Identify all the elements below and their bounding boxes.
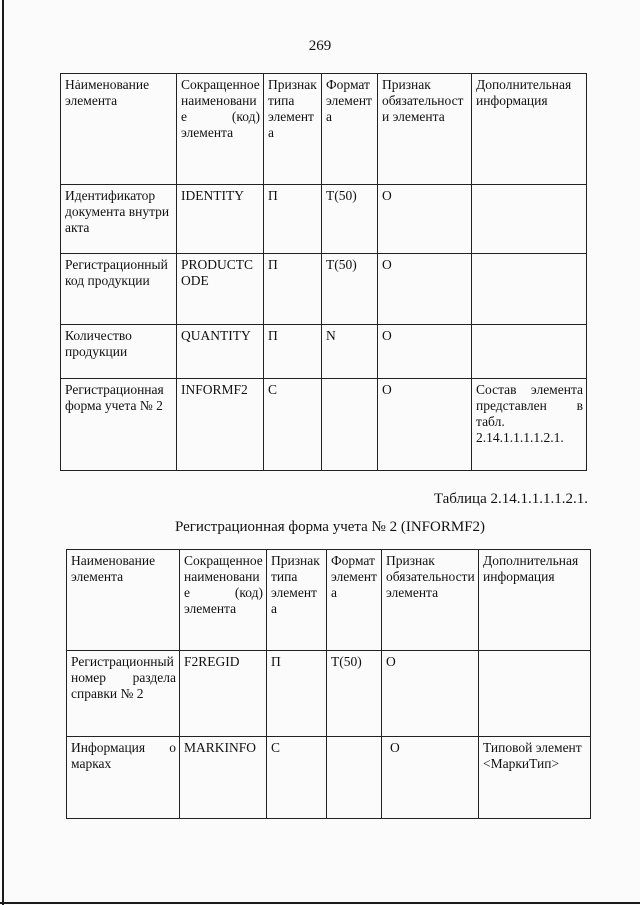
cell-code: MARKINFO	[180, 737, 267, 819]
cell-format	[327, 737, 382, 819]
cell-name: Количество продукции	[61, 325, 177, 379]
cell-format: T(50)	[322, 254, 378, 325]
cell-type: П	[264, 254, 322, 325]
scan-bottom-edge	[0, 902, 640, 904]
cell-format: T(50)	[322, 185, 378, 254]
cell-type: П	[264, 325, 322, 379]
header-required: Признак обязательности элемента	[378, 74, 472, 185]
cell-required: О	[382, 737, 479, 819]
cell-code: F2REGID	[180, 651, 267, 737]
table-header-row	[67, 550, 591, 651]
cell-code: QUANTITY	[177, 325, 264, 379]
cell-required: О	[378, 254, 472, 325]
cell-format: N	[322, 325, 378, 379]
cell-info	[479, 651, 591, 737]
cell-info	[472, 254, 587, 325]
header-type: Признак типа элемента	[267, 550, 327, 651]
cell-code: PRODUCTCODE	[177, 254, 264, 325]
cell-required: О	[378, 379, 472, 471]
elements-table-2	[66, 549, 591, 819]
table-header-row	[61, 74, 587, 185]
header-format: Формат элемента	[327, 550, 382, 651]
cell-type: П	[267, 651, 327, 737]
table-row	[67, 737, 591, 819]
table-row	[61, 185, 587, 254]
elements-table-1	[60, 73, 587, 471]
cell-info: Состав элемента представлен в табл. 2.14.1.1.1.1.2.1.	[472, 379, 587, 471]
header-type: Признак типа элемента	[264, 74, 322, 185]
cell-name: Идентификатор документа внутри акта	[61, 185, 177, 254]
cell-info: Типовой элемент <МаркиТип>	[479, 737, 591, 819]
cell-format	[322, 379, 378, 471]
header-short-name: Сокращенное наименование (код) элемента	[177, 74, 264, 185]
cell-name: Информация о марках	[67, 737, 180, 819]
header-short-name: Сокращенное наименование (код) элемента	[180, 550, 267, 651]
header-format: Формат элемента	[322, 74, 378, 185]
table-title: Регистрационная форма учета № 2 (INFORMF2)	[174, 519, 486, 535]
scan-left-edge	[2, 0, 4, 905]
table-row	[61, 254, 587, 325]
cell-code: IDENTITY	[177, 185, 264, 254]
table-number: Таблица 2.14.1.1.1.1.2.1.	[433, 491, 588, 507]
table-row	[61, 379, 587, 471]
cell-required: О	[378, 325, 472, 379]
table-row	[61, 325, 587, 379]
table-row	[67, 651, 591, 737]
cell-name: Регистрационная форма учета № 2	[61, 379, 177, 471]
header-additional-info: Дополнительная информация	[472, 74, 587, 185]
cell-name: Регистрационный номер раздела справки № 2	[67, 651, 180, 737]
cell-required: О	[378, 185, 472, 254]
cell-code: INFORMF2	[177, 379, 264, 471]
cell-info	[472, 185, 587, 254]
cell-type: С	[264, 379, 322, 471]
cell-type: С	[267, 737, 327, 819]
cell-type: П	[264, 185, 322, 254]
cell-format: T(50)	[327, 651, 382, 737]
header-additional-info: Дополнительная информация	[479, 550, 591, 651]
cell-name: Регистрационный код продукции	[61, 254, 177, 325]
header-element-name: Наименование элемента	[67, 550, 180, 651]
header-required: Признак обязательности элемента	[382, 550, 479, 651]
header-element-name: Наименование элемента	[61, 74, 177, 185]
page-number: 269	[308, 38, 332, 54]
cell-required: О	[382, 651, 479, 737]
cell-info	[472, 325, 587, 379]
